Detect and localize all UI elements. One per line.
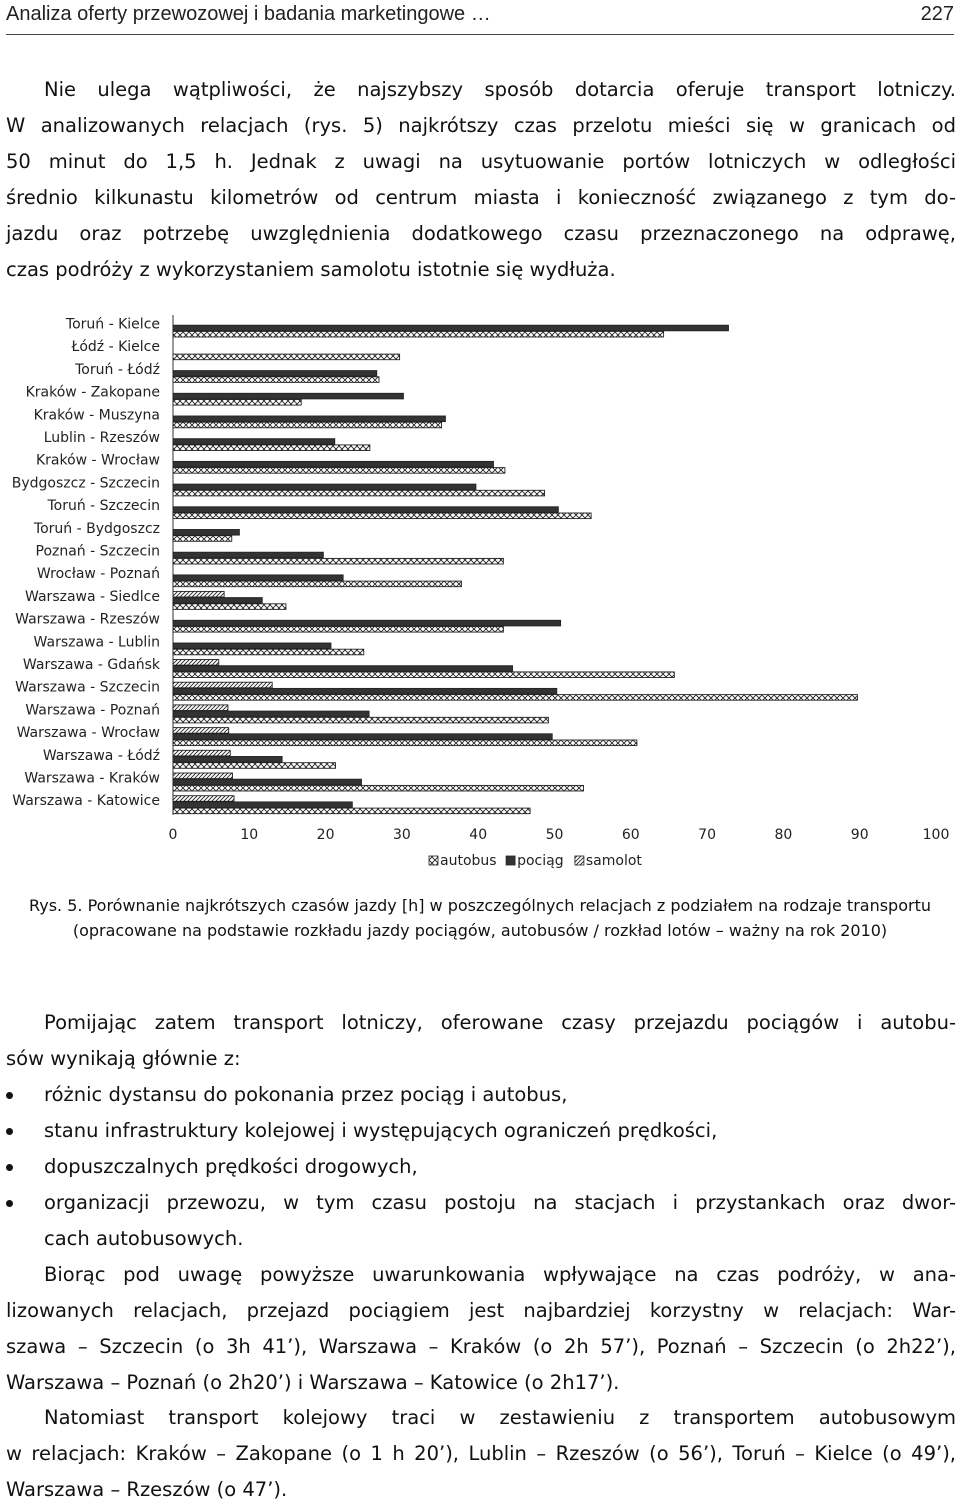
bar-autobus — [173, 536, 232, 542]
intro-paragraph — [6, 72, 956, 288]
category-label: Warszawa - Siedlce — [25, 588, 160, 605]
text-line: Nie ulega wątpliwości, że najszybszy sposób dotarcia oferuje transport lotniczy. — [44, 78, 956, 101]
category-label: Bydgoszcz - Szczecin — [11, 475, 160, 492]
bar-pociąg — [173, 643, 331, 649]
paragraph-2 — [6, 1005, 956, 1077]
bar-pociąg — [173, 688, 557, 694]
x-tick-label: 100 — [922, 827, 950, 843]
category-label: Warszawa - Poznań — [25, 702, 160, 719]
bullet-icon — [6, 1092, 13, 1099]
category-label: Warszawa - Łódź — [42, 747, 160, 764]
text-line: Warszawa – Poznań (o 2h20’) i Warszawa – Katowice (o 2h17’). — [6, 1371, 620, 1394]
category-label: Kraków - Wrocław — [35, 452, 160, 469]
category-label: Warszawa - Katowice — [12, 793, 160, 810]
bar-pociąg — [173, 325, 728, 331]
bar-samolot — [173, 591, 224, 597]
bar-autobus — [173, 785, 583, 791]
category-label: Warszawa - Rzeszów — [15, 611, 160, 628]
category-label: Łódź - Kielce — [71, 339, 160, 356]
bar-samolot — [173, 750, 230, 756]
bar-autobus — [173, 377, 379, 383]
bar-pociąg — [173, 802, 352, 808]
x-tick-label: 90 — [850, 827, 869, 843]
x-tick-label: 20 — [316, 827, 335, 843]
x-tick-label: 10 — [240, 827, 259, 843]
bar-pociąg — [173, 598, 262, 604]
x-tick-label: 0 — [168, 827, 178, 843]
x-tick-label: 60 — [621, 827, 640, 843]
text-line: Biorąc pod uwagę powyższe uwarunkowania wpływające na czas podróży, w ana- — [44, 1263, 956, 1286]
legend-swatch-autobus — [429, 856, 438, 865]
bar-autobus — [173, 740, 637, 746]
bar-samolot — [173, 796, 234, 802]
bar-autobus — [173, 581, 461, 587]
paragraph-3 — [6, 1257, 956, 1401]
bar-autobus — [173, 422, 442, 428]
bar-pociąg — [173, 734, 552, 740]
category-label: Warszawa - Wrocław — [16, 725, 160, 742]
bar-pociąg — [173, 484, 476, 490]
category-label: Toruń - Bydgoszcz — [33, 520, 160, 537]
bar-samolot — [173, 728, 229, 734]
text-line: 50 minut do 1,5 h. Jednak z uwagi na usytuowanie portów lotniczych w odległości — [6, 150, 956, 173]
bar-pociąg — [173, 461, 493, 467]
bar-autobus — [173, 513, 591, 519]
bullet-icon — [6, 1164, 13, 1171]
category-label: Toruń - Kielce — [65, 316, 160, 333]
bar-pociąg — [173, 711, 369, 717]
text-line: Warszawa – Rzeszów (o 47’). — [6, 1478, 288, 1501]
text-line: średnio kilkunastu kilometrów od centrum miasta i konieczność związanego z tym do- — [6, 186, 956, 209]
category-label: Warszawa - Kraków — [24, 770, 160, 787]
bar-autobus — [173, 763, 336, 769]
bar-samolot — [173, 660, 219, 666]
bar-autobus — [173, 808, 530, 814]
category-label: Warszawa - Gdańsk — [22, 657, 160, 673]
legend-label: pociąg — [517, 853, 564, 869]
text-line: w relacjach: Kraków – Zakopane (o 1 h 20’), Lublin – Rzeszów (o 56’), Toruń – Kielce (o 49’), — [6, 1442, 956, 1465]
bar-autobus — [173, 468, 505, 474]
bar-autobus — [173, 627, 503, 633]
bar-autobus — [173, 649, 364, 655]
bar-pociąg — [173, 507, 558, 513]
bullet-icon — [6, 1128, 13, 1135]
bar-autobus — [173, 695, 857, 701]
bar-pociąg — [173, 620, 561, 626]
bar-pociąg — [173, 371, 377, 377]
x-tick-label: 40 — [469, 827, 488, 843]
bar-pociąg — [173, 552, 323, 558]
category-label: Warszawa - Szczecin — [15, 679, 160, 696]
category-label: Kraków - Zakopane — [25, 384, 160, 401]
page-number: 227 — [920, 3, 954, 25]
bar-autobus — [173, 717, 548, 723]
legend-swatch-pociąg — [506, 856, 515, 865]
bar-pociąg — [173, 393, 403, 399]
bullet-list — [0, 1077, 956, 1257]
text-line: lizowanych relacjach, przejazd pociągiem jest najbardziej korzystny w relacjach: War- — [6, 1299, 956, 1322]
x-tick-label: 50 — [545, 827, 564, 843]
bar-autobus — [173, 331, 664, 337]
x-tick-label: 70 — [698, 827, 717, 843]
legend-swatch-samolot — [575, 856, 584, 865]
x-tick-label: 80 — [774, 827, 793, 843]
category-label: Wrocław - Poznań — [36, 566, 160, 583]
bar-autobus — [173, 558, 503, 564]
x-tick-label: 30 — [392, 827, 411, 843]
bar-chart — [0, 305, 960, 885]
text-line: jazdu oraz potrzebę uwzględnienia dodatkowego czasu przeznaczonego na odprawę, — [6, 222, 956, 245]
bar-pociąg — [173, 757, 282, 763]
category-label: Toruń - Szczecin — [47, 498, 160, 515]
bar-pociąg — [173, 666, 513, 672]
chart-legend — [429, 853, 642, 869]
text-line: Natomiast transport kolejowy traci w zestawieniu z transportem autobusowym — [44, 1406, 956, 1429]
running-title: Analiza oferty przewozowej i badania marketingowe … — [6, 3, 491, 25]
bar-pociąg — [173, 416, 445, 422]
bar-autobus — [173, 490, 545, 496]
text-line: sów wynikają głównie z: — [6, 1047, 241, 1070]
text-line: czas podróży z wykorzystaniem samolotu istotnie się wydłuża. — [6, 258, 616, 281]
bar-autobus — [173, 672, 674, 678]
bar-samolot — [173, 705, 228, 711]
list-item: stanu infrastruktury kolejowej i występujących ograniczeń prędkości, — [0, 1113, 956, 1149]
category-label: Kraków - Muszyna — [33, 407, 160, 424]
bar-samolot — [173, 682, 272, 688]
list-item: dopuszczalnych prędkości drogowych, — [0, 1149, 956, 1185]
bar-pociąg — [173, 779, 361, 785]
text-line: W analizowanych relacjach (rys. 5) najkrótszy czas przelotu mieści się w granicach od — [6, 114, 956, 137]
bar-pociąg — [173, 575, 343, 581]
category-label: Toruń - Łódź — [75, 361, 160, 378]
bar-autobus — [173, 445, 370, 451]
list-item: organizacji przewozu, w tym czasu postoju na stacjach i przystankach oraz dwor- cach autobusowych. — [0, 1185, 956, 1257]
category-label: Warszawa - Lublin — [33, 634, 160, 651]
category-label: Poznań - Szczecin — [35, 543, 160, 560]
bar-samolot — [173, 773, 233, 779]
bar-autobus — [173, 354, 400, 360]
bar-pociąg — [173, 439, 335, 445]
legend-label: samolot — [585, 853, 642, 869]
list-item: różnic dystansu do pokonania przez pociąg i autobus, — [0, 1077, 956, 1113]
paragraph-4 — [6, 1400, 956, 1508]
text-line: szawa – Szczecin (o 3h 41’), Warszawa – Kraków (o 2h 57’), Poznań – Szczecin (o 2h22’), — [6, 1335, 956, 1358]
figure-caption: Rys. 5. Porównanie najkrótszych czasów jazdy [h] w poszczególnych relacjach z podziałem na rodzaje transportu (opracowane na podstawie rozkładu jazdy pociągów, autobusów / rozkład lotów – ważny na rok 2010) — [29, 896, 931, 940]
bar-pociąg — [173, 530, 239, 536]
bar-autobus — [173, 400, 301, 406]
text-line: Pomijając zatem transport lotniczy, oferowane czasy przejazdu pociągów i autobu- — [44, 1011, 956, 1034]
bar-autobus — [173, 604, 286, 610]
running-header — [6, 0, 954, 35]
legend-label: autobus — [440, 853, 497, 869]
category-label: Lublin - Rzeszów — [43, 430, 160, 446]
bullet-icon — [6, 1200, 13, 1207]
